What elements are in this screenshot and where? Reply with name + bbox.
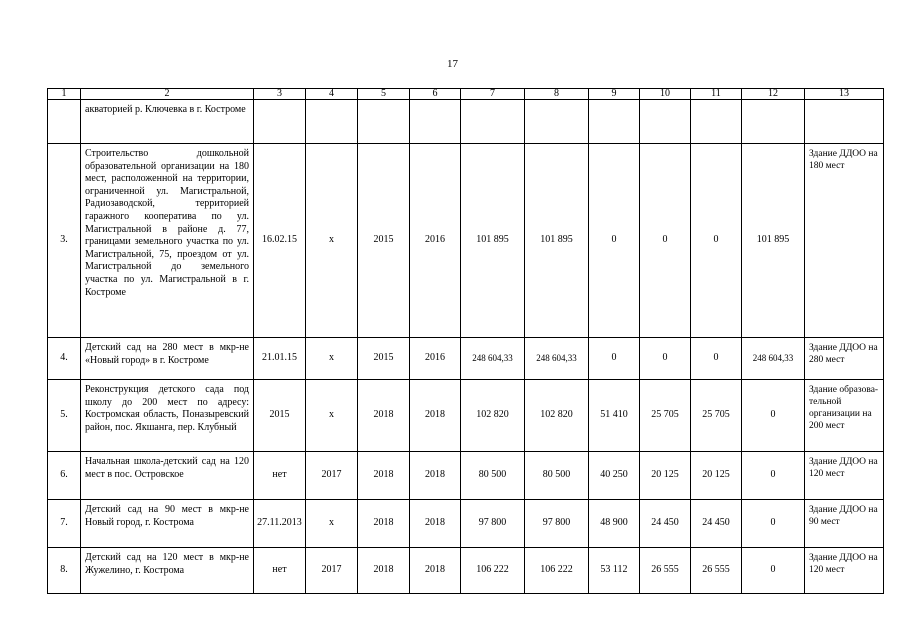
object-name-cell: акваторией р. Ключевка в г. Костроме: [81, 100, 254, 144]
cell-c9: 51 410: [589, 380, 640, 452]
investment-table: [47, 88, 884, 594]
header-cell: 3: [254, 89, 306, 100]
cell-c7: 101 895: [461, 144, 525, 338]
object-name-cell: Реконструкция детского сада под школу до 200 мест по адресу: Костромская область, Поназыревский район, пос. Якшанга, пер. Клубный: [81, 380, 254, 452]
result-cell: Здание ДДОО на 120 мест: [805, 548, 884, 594]
cell-c11: 0: [691, 338, 742, 380]
cell-c5: 2018: [358, 500, 410, 548]
cell-c12: 248 604,33: [742, 338, 805, 380]
result-cell: Здание ДДОО на 90 мест: [805, 500, 884, 548]
cell-c12: 101 895: [742, 144, 805, 338]
result-cell: Здание ДДОО на 280 мест: [805, 338, 884, 380]
cell-c4: х: [306, 144, 358, 338]
cell-c12: 0: [742, 548, 805, 594]
cell-c8: 102 820: [525, 380, 589, 452]
cell-c5: 2018: [358, 548, 410, 594]
table-row: [48, 548, 884, 594]
cell-c9: 0: [589, 144, 640, 338]
cell-c3: нет: [254, 548, 306, 594]
cell-c12: 0: [742, 500, 805, 548]
object-name-cell: Детский сад на 90 мест в мкр-не Новый город, г. Кострома: [81, 500, 254, 548]
row-number-cell: 3.: [48, 144, 81, 338]
header-cell: 2: [81, 89, 254, 100]
cell-c6: 2018: [410, 380, 461, 452]
header-row: [48, 89, 884, 100]
row-number-cell: 7.: [48, 500, 81, 548]
table-row: [48, 500, 884, 548]
cell-c4: х: [306, 500, 358, 548]
header-cell: 7: [461, 89, 525, 100]
cell-c6: 2016: [410, 338, 461, 380]
cell-c7: [461, 100, 525, 144]
header-cell: 13: [805, 89, 884, 100]
cell-c8: [525, 100, 589, 144]
cell-c12: 0: [742, 452, 805, 500]
cell-c8: 80 500: [525, 452, 589, 500]
cell-c12: 0: [742, 380, 805, 452]
header-cell: 4: [306, 89, 358, 100]
cell-c3: 2015: [254, 380, 306, 452]
cell-c6: 2018: [410, 452, 461, 500]
cell-c6: 2018: [410, 548, 461, 594]
cell-c5: 2018: [358, 380, 410, 452]
cell-c5: [358, 100, 410, 144]
cell-c7: 248 604,33: [461, 338, 525, 380]
header-cell: 6: [410, 89, 461, 100]
cell-c9: 40 250: [589, 452, 640, 500]
cell-c7: 102 820: [461, 380, 525, 452]
cell-c4: 2017: [306, 452, 358, 500]
header-cell: 10: [640, 89, 691, 100]
object-name-cell: Строительство дошкольной образовательной организации на 180 мест, расположенной на территории, ограниченной ул. Магистральной, Радиозаводской, территорией гаражного кооператива по ул. Магистральной в районе д. 77, границами земельного участка по ул. Магистральной, 75, проездом от ул. Магистральной до земельного участка по ул. Магистральной в г. Костроме: [81, 144, 254, 338]
cell-c9: 53 112: [589, 548, 640, 594]
table-row: [48, 452, 884, 500]
cell-c3: 27.11.2013: [254, 500, 306, 548]
row-number-cell: 8.: [48, 548, 81, 594]
cell-c12: [742, 100, 805, 144]
cell-c11: 20 125: [691, 452, 742, 500]
page-number: 17: [447, 58, 458, 70]
result-cell: Здание ДДОО на 180 мест: [805, 144, 884, 338]
cell-c4: х: [306, 380, 358, 452]
cell-c5: 2015: [358, 144, 410, 338]
object-name-cell: Детский сад на 120 мест в мкр-не Жужелино, г. Кострома: [81, 548, 254, 594]
cell-c6: [410, 100, 461, 144]
table-row: [48, 100, 884, 144]
cell-c9: [589, 100, 640, 144]
cell-c10: 26 555: [640, 548, 691, 594]
object-name-cell: Детский сад на 280 мест в мкр-не «Новый город» в г. Костроме: [81, 338, 254, 380]
cell-c11: 24 450: [691, 500, 742, 548]
cell-c8: 248 604,33: [525, 338, 589, 380]
cell-c3: 21.01.15: [254, 338, 306, 380]
cell-c6: 2016: [410, 144, 461, 338]
cell-c5: 2018: [358, 452, 410, 500]
cell-c7: 106 222: [461, 548, 525, 594]
header-cell: 5: [358, 89, 410, 100]
cell-c11: 0: [691, 144, 742, 338]
cell-c11: 25 705: [691, 380, 742, 452]
cell-c9: 0: [589, 338, 640, 380]
row-number-cell: 5.: [48, 380, 81, 452]
header-cell: 12: [742, 89, 805, 100]
header-cell: 1: [48, 89, 81, 100]
cell-c3: 16.02.15: [254, 144, 306, 338]
table-row: [48, 380, 884, 452]
cell-c5: 2015: [358, 338, 410, 380]
cell-c3: [254, 100, 306, 144]
cell-c10: [640, 100, 691, 144]
result-cell: [805, 100, 884, 144]
result-cell: Здание образова-тельной организации на 200 мест: [805, 380, 884, 452]
cell-c10: 24 450: [640, 500, 691, 548]
result-cell: Здание ДДОО на 120 мест: [805, 452, 884, 500]
cell-c10: 20 125: [640, 452, 691, 500]
cell-c4: [306, 100, 358, 144]
cell-c8: 101 895: [525, 144, 589, 338]
cell-c4: 2017: [306, 548, 358, 594]
cell-c6: 2018: [410, 500, 461, 548]
table-row: [48, 338, 884, 380]
header-cell: 9: [589, 89, 640, 100]
cell-c4: х: [306, 338, 358, 380]
cell-c9: 48 900: [589, 500, 640, 548]
object-name-cell: Начальная школа-детский сад на 120 мест в пос. Островское: [81, 452, 254, 500]
cell-c7: 80 500: [461, 452, 525, 500]
cell-c11: [691, 100, 742, 144]
cell-c10: 25 705: [640, 380, 691, 452]
table-row: [48, 144, 884, 338]
cell-c10: 0: [640, 338, 691, 380]
row-number-cell: [48, 100, 81, 144]
cell-c8: 106 222: [525, 548, 589, 594]
header-cell: 11: [691, 89, 742, 100]
header-cell: 8: [525, 89, 589, 100]
row-number-cell: 4.: [48, 338, 81, 380]
cell-c10: 0: [640, 144, 691, 338]
row-number-cell: 6.: [48, 452, 81, 500]
cell-c8: 97 800: [525, 500, 589, 548]
cell-c7: 97 800: [461, 500, 525, 548]
cell-c3: нет: [254, 452, 306, 500]
cell-c11: 26 555: [691, 548, 742, 594]
